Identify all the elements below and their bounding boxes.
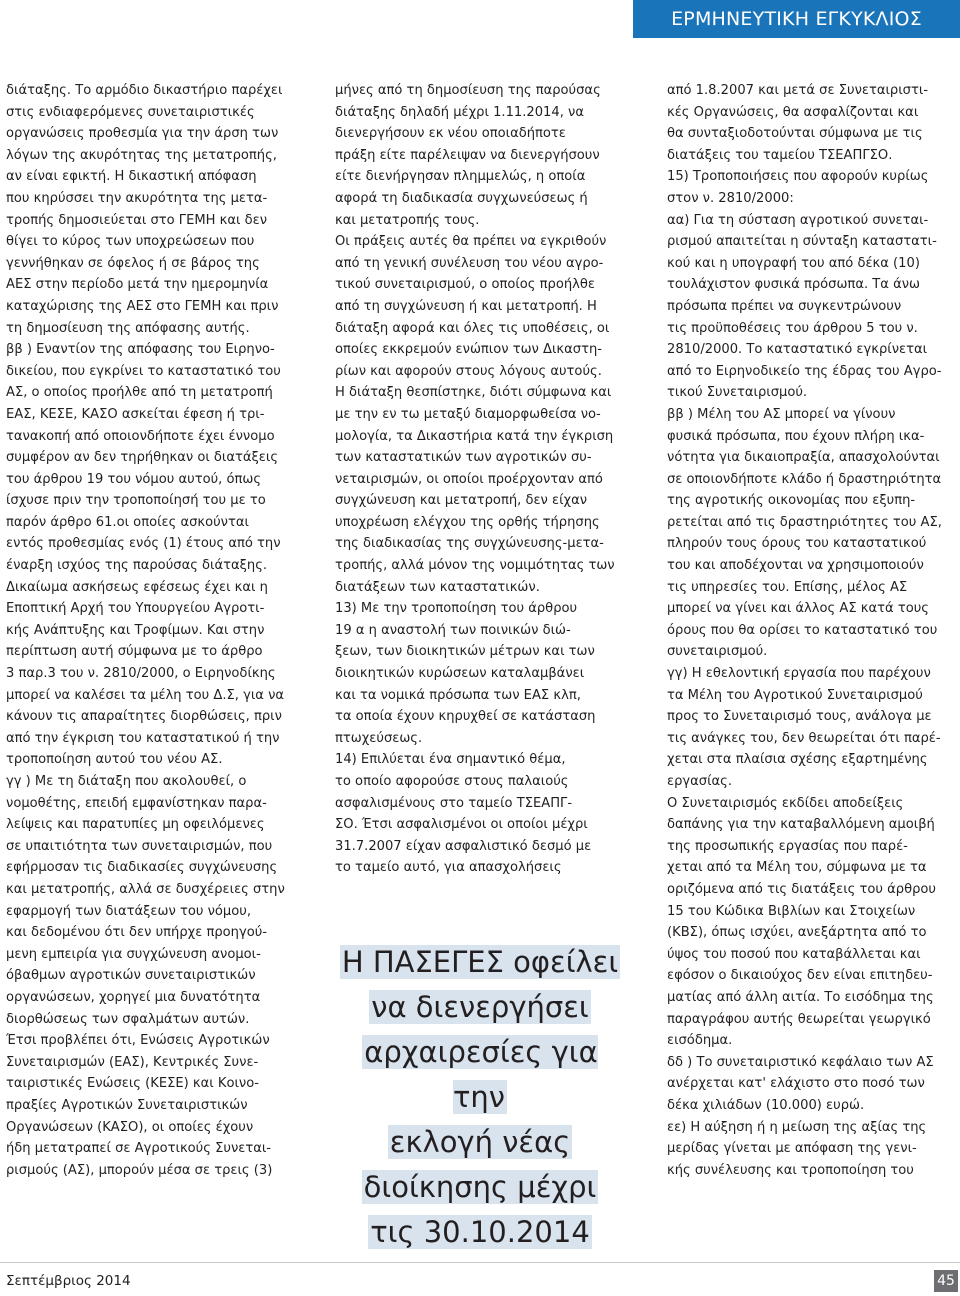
text-line: ρισμού απαιτείται η σύνταξη καταστατι- (667, 234, 937, 250)
text-line: μήνες από τη δημοσίευση της παρούσας (335, 83, 601, 98)
text-line: τις υπηρεσίες του. Επίσης, μέλος ΑΣ (667, 579, 908, 595)
text-line: (ΚΒΣ), όπως ισχύει, ανεξάρτητα από το (667, 925, 927, 941)
text-line: ματίας από άλλη αιτία. Το εισόδημα της (667, 989, 934, 1005)
text-line: νομοθέτης, επειδή εμφανίστηκαν παρα- (6, 795, 267, 811)
text-line: ββ ) Εναντίον της απόφασης του Ειρηνο- (6, 342, 275, 358)
text-line: Έτσι προβλέπει ότι, Ενώσεις Αγροτικών (6, 1033, 270, 1049)
text-line: δικείου, που εγκρίνει το καταστατικό του (6, 363, 281, 379)
text-line: στον ν. 2810/2000: (667, 190, 794, 206)
text-line: του και αποδέχονται να χρησιμοποιούν (667, 558, 924, 574)
text-line: που κηρύσσει την ακυρότητα της μετα- (6, 190, 268, 206)
text-line: της προσωπικής εργασίας που παρέ- (667, 838, 908, 854)
text-line: όβαθμων αγροτικών συνεταιριστικών (6, 968, 256, 984)
text-line: και δεδομένου ότι δεν υπήρχε προηγού- (6, 925, 268, 941)
text-line: κής συνέλευσης και τροποποίηση του (667, 1162, 914, 1178)
page-number: 45 (934, 1270, 958, 1292)
text-line: νεταιρισμών, οι οποίοι προέρχονταν από (335, 471, 603, 487)
text-line: ββ ) Μέλη του ΑΣ μπορεί να γίνουν (667, 406, 896, 422)
text-line: της αγροτικής οικονομίας που εξυπη- (667, 493, 916, 509)
text-line: το οποίο αφορούσε στους παλαιούς (335, 774, 569, 789)
text-line: 19 α η αναστολή των ποινικών διώ- (335, 622, 571, 638)
text-line: εντός προθεσμίας ενός (1) έτους από την (6, 536, 281, 552)
text-line: οποίες εκκρεμούν ενώπιον των Δικαστη- (335, 342, 602, 358)
text-line: τροπής δημοσιεύεται στο ΓΕΜΗ και δεν (6, 212, 268, 228)
text-line: Οργανώσεων (ΚΑΣΟ), οι οποίες έχουν (6, 1119, 254, 1135)
text-line: του άρθρου 19 του νόμου αυτού, όπως (6, 471, 262, 487)
text-line: συγχώνευση και μετατροπή, δεν είχαν (335, 493, 588, 509)
footer-divider (0, 1262, 960, 1263)
text-line: θα συνταξιοδοτούνται σύμφωνα με τις (667, 126, 923, 142)
text-line: πρόσωπα πρέπει να συγκεντρώνουν (667, 298, 902, 314)
text-line: οργανώσεων, χορηγεί μια δυνατότητα (6, 989, 261, 1005)
text-line: μερίδας γίνεται με απόφαση της γενι- (667, 1141, 917, 1157)
text-line: 13) Με την τροποποίηση του άρθρου (335, 601, 578, 617)
text-line: χεται από τα Μέλη του, σύμφωνα με τα (667, 860, 927, 876)
text-line: από την έγκριση του καταστατικού ή την (6, 730, 280, 746)
text-line: ΣΟ. Έτσι ασφαλισμένοι οι οποίοι μέχρι (335, 817, 588, 833)
text-line: δαπάνης για την καταβαλλόμενη αμοιβή (667, 817, 935, 833)
text-line: πράξη είτε παρέλειψαν να διενεργήσουν (335, 147, 600, 163)
text-line: διατάξεις του ταμείου ΤΣΕΑΠΓΣΟ. (667, 147, 893, 163)
text-line: τανακοπή από οποιονδήποτε έχει έννομο (6, 428, 275, 444)
text-line: μολογία, τα Δικαστήρια κατά την έγκριση (335, 428, 614, 444)
text-line: νότητα για δικαιοπραξία, απασχολούνται (667, 450, 940, 466)
text-line: διάταξης δηλαδή μέχρι 1.11.2014, να (335, 104, 584, 120)
text-line: τις προϋποθέσεις του άρθρου 5 του ν. (667, 320, 918, 336)
text-line: τα οποία έχουν κηρυχθεί σε κατάσταση (335, 709, 596, 725)
text-line: και μετατροπής, αλλά σε δυσχέρειες στην (6, 881, 285, 897)
text-line: διοικητικών κυρώσεων καταλαμβάνει (335, 666, 585, 682)
text-line: είτε διενήργησαν πλημμελώς, η οποία (335, 169, 586, 185)
text-line: εισόδημα. (667, 1033, 733, 1049)
article-column-3 (667, 80, 957, 1181)
text-line: τουλάχιστον φυσικά πρόσωπα. Τα άνω (667, 277, 920, 293)
text-line: συμφέρον αν δεν τηρήθηκαν οι διατάξεις (6, 450, 279, 466)
text-line: ίσχυσε πριν την τροποποίησή του με το (6, 493, 266, 509)
text-line: τροποποίηση αυτού του νέου ΑΣ. (6, 752, 223, 768)
text-line: ύψος του ποσού που καταβάλλεται και (667, 946, 921, 962)
text-line: πραξίες Αγροτικών Συνεταιριστικών (6, 1097, 248, 1113)
section-title: ΕΡΜΗΝΕΥΤΙΚΗ ΕΓΚΥΚΛΙΟΣ (633, 0, 960, 38)
pull-quote-line: εκλογή νέας (389, 1125, 571, 1159)
text-line: προς το Συνεταιρισμό τους, ανάλογα με (667, 709, 932, 725)
text-line: γγ) Η εθελοντική εργασία που παρέχουν (667, 666, 931, 682)
text-line: περίπτωση αυτή σύμφωνα με το άρθρο (6, 644, 263, 660)
text-line: γεννήθηκαν σε όφελος ή σε βάρος της (6, 255, 260, 271)
text-line: χεται στα πλαίσια σχέσης εξαρτημένης (667, 752, 928, 768)
text-line: ρίων και αφορούν στους λόγους αυτούς. (335, 363, 602, 379)
pull-quote (335, 940, 625, 1255)
text-line: εφήρμοσαν τις διαδικασίες συγχώνευσης (6, 860, 278, 876)
text-line: Ο Συνεταιρισμός εκδίδει αποδείξεις (667, 795, 904, 811)
text-line: πτωχεύσεως. (335, 730, 423, 746)
pull-quote-line: να διενεργήσει (371, 990, 589, 1024)
text-line: το ταμείο αυτό, για απασχολήσεις (335, 860, 562, 876)
text-line: και μετατροπής τους. (335, 212, 480, 228)
text-line: τη δημοσίευση της απόφασης αυτής. (6, 320, 250, 336)
text-line: τικού συνεταιρισμού, ο οποίος προήλθε (335, 277, 595, 293)
text-line: λόγων της ακυρότητας της μετατροπής, (6, 147, 277, 163)
text-line: καταχώρισης της ΑΕΣ στο ΓΕΜΗ και πριν (6, 298, 279, 314)
text-line: στις ενδιαφερόμενες συνεταιριστικές (6, 104, 255, 120)
text-line: σε υπαιτιότητα των συνεταιρισμών, που (6, 838, 273, 854)
text-line: αα) Για τη σύσταση αγροτικού συνεται- (667, 212, 929, 228)
text-line: ανέρχεται κατ' ελάχιστο στο ποσό των (667, 1076, 925, 1092)
text-line: των καταστατικών των αγροτικών συ- (335, 450, 592, 466)
text-line: ταιριστικές Ενώσεις (ΚΕΣΕ) και Κοινο- (6, 1076, 259, 1092)
pull-quote-line: τις 30.10.2014 (370, 1215, 590, 1249)
text-line: σε οποιονδήποτε κλάδο ή δραστηριότητα (667, 471, 942, 487)
text-line: δέκα χιλιάδων (10.000) ευρώ. (667, 1097, 865, 1113)
text-line: ΕΑΣ, ΚΕΣΕ, ΚΑΣΟ ασκείται έφεση ή τρι- (6, 406, 265, 422)
text-line: ήδη μετατραπεί σε Αγροτικούς Συνεται- (6, 1141, 272, 1157)
text-line: αν είναι εφικτή. Η δικαστική απόφαση (6, 169, 257, 185)
pull-quote-line: διοίκησης μέχρι (363, 1170, 597, 1204)
text-line: 2810/2000. Το καταστατικό εγκρίνεται (667, 342, 928, 358)
text-line: έναρξη ισχύος της παρούσας διάταξης. (6, 558, 268, 574)
text-line: κού και η υπογραφή του από δέκα (10) (667, 255, 920, 271)
text-line: Δικαίωμα ασκήσεως εφέσεως έχει και η (6, 579, 268, 595)
article-column-1 (6, 80, 306, 1181)
text-line: εε) Η αύξηση ή η μείωση της αξίας της (667, 1119, 927, 1135)
text-line: τα Μέλη του Αγροτικού Συνεταιρισμού (667, 687, 923, 703)
text-line: κής Ανάπτυξης και Τροφίμων. Και στην (6, 622, 265, 638)
text-line: Η διάταξη θεσπίστηκε, διότι σύμφωνα και (335, 385, 612, 401)
text-line: λείψεις και παρατυπίες μη οφειλόμενες (6, 817, 265, 833)
text-line: από το Ειρηνοδικείο της έδρας του Αγρο- (667, 363, 942, 379)
text-line: 31.7.2007 είχαν ασφαλιστικό δεσμό με (335, 838, 592, 854)
text-line: με την εν τω μεταξύ διαμορφωθείσα νο- (335, 406, 601, 422)
text-line: οριζόμενα από τις διατάξεις του άρθρου (667, 881, 936, 897)
text-line: διατάξεων των καταστατικών. (335, 579, 540, 595)
text-line: γγ ) Με τη διάταξη που ακολουθεί, ο (6, 774, 247, 789)
text-line: κές Οργανώσεις, θα ασφαλίζονται και (667, 104, 919, 120)
text-line: δδ ) Το συνεταιριστικό κεφάλαιο των ΑΣ (667, 1054, 934, 1070)
issue-date: Σεπτέμβριος 2014 (6, 1273, 131, 1289)
text-line: ασφαλισμένους στο ταμείο ΤΣΕΑΠΓ- (335, 795, 573, 811)
text-line: διορθώσεως των σφαλμάτων αυτών. (6, 1011, 250, 1027)
text-line: 15) Τροποποιήσεις που αφορούν κυρίως (667, 169, 929, 185)
text-line: παραγράφου αυτής θεωρείται γεωργικό (667, 1011, 931, 1027)
text-line: μπορεί να καλέσει τα μέλη του Δ.Σ, για να (6, 687, 285, 703)
text-line: της διαδικασίας της συγχώνευσης-μετα- (335, 536, 604, 552)
text-line: από τη συγχώνευση ή και μετατροπή. Η (335, 298, 597, 314)
text-line: θίγει το κύρος των υποχρεώσεων που (6, 234, 255, 250)
article-column-2 (335, 80, 635, 879)
text-line: μπορεί να γίνει και άλλος ΑΣ κατά τους (667, 601, 929, 617)
text-line: τροπής, αλλά μόνον της νομιμότητας των (335, 558, 615, 574)
text-line: τις ανάγκες του, δεν θεωρείται ότι παρέ- (667, 730, 941, 746)
text-line: από 1.8.2007 και μετά σε Συνεταιριστι- (667, 83, 928, 98)
text-line: εργασίας. (667, 774, 732, 789)
text-line: κάνουν τις απαραίτητες διορθώσεις, πριν (6, 709, 282, 725)
text-line: διενεργήσουν εκ νέου οποιαδήποτε (335, 126, 566, 142)
text-line: Εποπτική Αρχή του Υπουργείου Αγροτι- (6, 601, 265, 617)
text-line: 3 παρ.3 του ν. 2810/2000, ο Ειρηνοδίκης (6, 666, 276, 682)
text-line: πληρούν τους όρους του καταστατικού (667, 536, 927, 552)
text-line: διάταξης. Το αρμόδιο δικαστήριο παρέχει (6, 83, 283, 98)
text-line: παρόν άρθρο 61.οι οποίες ασκούνται (6, 514, 249, 530)
text-line: τικού Συνεταιρισμού. (667, 385, 808, 401)
text-line: ρετείται από τις δραστηριότητες του ΑΣ, (667, 514, 942, 530)
text-line: διάταξη αφορά και όλες τις υποθέσεις, οι (335, 320, 610, 336)
text-line: εφόσον ο δικαιούχος δεν είναι επιτηδευ- (667, 968, 933, 984)
text-line: 15 του Κώδικα Βιβλίων και Στοιχείων (667, 903, 916, 919)
text-line: ΑΕΣ στην περίοδο μετά την ημερομηνία (6, 277, 269, 293)
text-line: 14) Επιλύεται ένα σημαντικό θέμα, (335, 752, 566, 768)
text-line: υποχρέωση ελέγχου της ορθής τήρησης (335, 514, 600, 530)
text-line: όρους που θα ορίσει το καταστατικό του (667, 622, 938, 638)
text-line: Οι πράξεις αυτές θα πρέπει να εγκριθούν (335, 234, 607, 250)
text-line: οργανώσεις προθεσμία για την άρση των (6, 126, 279, 142)
text-line: συνεταιρισμού. (667, 644, 768, 660)
text-line: από τη γενική συνέλευση του νέου αγρο- (335, 255, 604, 271)
text-line: φυσικά πρόσωπα, που έχουν πλήρη ικα- (667, 428, 925, 444)
text-line: Συνεταιρισμών (ΕΑΣ), Κεντρικές Συνε- (6, 1054, 259, 1070)
text-line: μενη εμπειρία για συγχώνευση ανομοι- (6, 946, 261, 962)
text-line: ΑΣ, ο οποίος προήλθε από τη μετατροπή (6, 385, 273, 401)
text-line: και τα νομικά πρόσωπα των ΕΑΣ κλπ, (335, 687, 581, 703)
text-line: αφορά τη διαδικασία συγχωνεύσεως ή (335, 190, 588, 206)
pull-quote-line: Η ΠΑΣΕΓΕΣ οφείλει (341, 945, 619, 979)
text-line: ρισμούς (ΑΣ), μπορούν μέσα σε τρεις (3) (6, 1162, 273, 1178)
pull-quote-line: αρχαιρεσίες για την (364, 1035, 598, 1114)
text-line: ξεων, των διοικητικών μέτρων και των (335, 644, 595, 660)
text-line: εφαρμογή των διατάξεων του νόμου, (6, 903, 251, 919)
